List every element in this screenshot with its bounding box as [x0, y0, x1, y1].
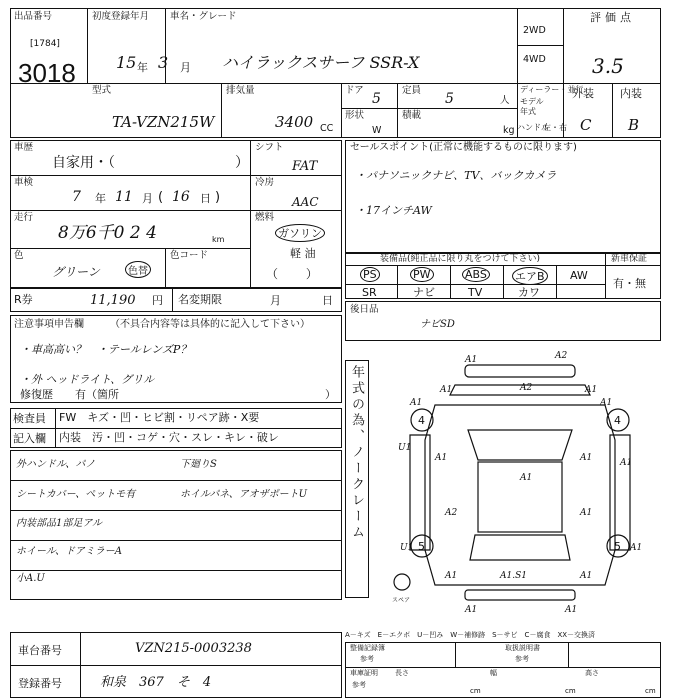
type-value: TA-VZN215W: [112, 113, 215, 131]
post-fit-value: ナビSD: [420, 319, 455, 330]
note-row-4: ホイール、ドアミラーA: [16, 546, 122, 557]
fuel-gas: ガソリン: [275, 224, 325, 242]
note-row-2: シートカバー、ペットモ有: [16, 489, 136, 500]
checker-label: 整備記録簿: [350, 644, 385, 652]
color-label: 色: [14, 250, 24, 261]
damage-mark: A1: [580, 453, 593, 463]
size-label: 車庫証明: [350, 669, 378, 677]
damage-mark: A2: [445, 508, 458, 518]
notes-line2: ・外 ヘッドライト、グリル: [20, 373, 155, 386]
insp-day: 16: [172, 189, 190, 205]
size-cm-2: cm: [565, 687, 576, 695]
fuel-diesel: 軽 油: [290, 247, 316, 260]
damage-mark: U1: [398, 443, 412, 453]
door-label: ドア: [345, 85, 364, 96]
new-warranty-opts: 有・無: [613, 277, 646, 290]
note-row-3: 内装部品1部足アル: [16, 518, 102, 529]
shape-value: W: [372, 125, 382, 136]
notes-label: 注意事項申告欄: [14, 319, 84, 330]
checker-ref: 参考: [360, 655, 374, 663]
plate-number: 和泉 367 そ 4: [100, 675, 212, 690]
manual-ref: 参考: [515, 655, 529, 663]
note-right-1: 下廻りS: [180, 459, 217, 470]
stamp-text: 年式の為、ノークレーム: [349, 365, 364, 541]
equip-pw: PW: [410, 267, 434, 282]
car-diagram: [380, 350, 670, 615]
sales-points-label: セールスポイント(正常に機能するものに限ります): [350, 142, 577, 153]
ac-value: AAC: [292, 195, 319, 209]
equip-abs: ABS: [462, 267, 490, 282]
type-label: 型式: [92, 85, 112, 96]
insp-month-unit: 月: [142, 192, 153, 205]
fuel-paren: （ ）: [266, 267, 330, 281]
fw-row: FW キズ・凹・ヒビ割・リペア跡・X要: [59, 411, 260, 424]
damage-mark: A1: [520, 473, 533, 483]
month-unit: 月: [180, 61, 191, 74]
insp-year: 7: [72, 189, 81, 205]
first-reg-label: 初度登録年月: [92, 11, 150, 22]
insp-month: 11: [115, 189, 133, 205]
note-row-5: 小A.U: [16, 573, 45, 584]
tire-mark-fl: 4: [418, 414, 425, 427]
interior-row: 内装 汚・凹・コゲ・穴・スレ・キレ・破レ: [59, 431, 279, 444]
damage-mark: A1: [580, 571, 593, 581]
recycle-yen: 円: [152, 294, 163, 307]
history-close: ）: [235, 155, 249, 171]
shift-label: シフト: [255, 142, 284, 153]
deadline-day: 日: [322, 294, 333, 307]
deadline-label: 名変期限: [178, 293, 222, 306]
model-grade: ハイラックスサーフ SSR-X: [222, 53, 420, 72]
interior-label: 内装: [620, 87, 642, 100]
post-fit-label: 後日品: [350, 304, 379, 315]
insp-year-unit: 年: [95, 192, 106, 205]
color-changed: 色替: [125, 261, 151, 278]
equip-airbag: エアB: [512, 267, 548, 285]
damage-mark: A1: [630, 543, 643, 553]
equip-tv: TV: [468, 286, 483, 299]
damage-mark: U1: [400, 543, 414, 553]
damage-mark: A1: [440, 385, 453, 395]
damage-legend: A－キズ E－エクボ U－凹み W－補修跡 S－サビ C－腐食 XX－交換済: [345, 631, 596, 639]
equip-leather: カワ: [518, 286, 540, 299]
insp-day-close: ): [215, 190, 221, 205]
capacity-label: 定員: [402, 85, 422, 96]
equip-ps: PS: [360, 267, 380, 282]
chassis-label: 車台番号: [18, 644, 62, 657]
dealer-label: ディーラー・並行: [520, 85, 584, 94]
recycle-amount: 11,190: [90, 293, 136, 308]
first-reg-year: 15: [116, 53, 137, 72]
damage-mark: A1: [600, 398, 613, 408]
size-cm-1: cm: [470, 687, 481, 695]
door-value: 5: [372, 91, 381, 107]
inspection-label: 車検: [14, 177, 34, 188]
shift-value: FAT: [292, 159, 318, 174]
sales-line1: ・パナソニックナビ、TV、バックカメラ: [355, 169, 557, 182]
color-value: グリーン: [52, 265, 100, 279]
damage-mark: A1: [565, 605, 578, 615]
damage-mark: A1: [585, 385, 598, 395]
equip-navi: ナビ: [413, 286, 435, 299]
deadline-month: 月: [270, 294, 281, 307]
load-label: 積載: [402, 110, 422, 121]
size-width: 幅: [490, 669, 497, 677]
handle-opts: 左・右: [543, 123, 567, 132]
history-value: 自家用・（: [52, 155, 115, 171]
displacement-label: 排気量: [226, 85, 255, 96]
sales-line2: ・17インチAW: [355, 204, 432, 217]
damage-mark: A1: [580, 508, 593, 518]
damage-mark: A1: [620, 458, 633, 468]
note-row-1: 外ハンドル、パノ: [16, 459, 96, 470]
tire-mark-rr: 5: [614, 540, 621, 553]
size-ref: 参考: [352, 681, 366, 689]
size-height: 高さ: [585, 669, 599, 677]
damage-mark: A1: [445, 571, 458, 581]
fuel-label: 燃料: [255, 212, 275, 223]
damage-mark: A2: [555, 351, 568, 361]
insp-day-unit: 日: [200, 192, 211, 205]
year-unit: 年: [137, 61, 148, 74]
inspector-label2: 記入欄: [13, 432, 46, 445]
handle-label: ハンドル: [517, 123, 549, 132]
repair-close: ）: [325, 388, 336, 401]
lot-no-label: 出品番号: [14, 11, 53, 22]
interior-grade: B: [628, 116, 640, 134]
equip-sr: SR: [362, 286, 377, 299]
model-grade-label: 車名・グレード: [170, 11, 237, 22]
chassis-number: VZN215-0003238: [135, 641, 252, 656]
mileage-label: 走行: [14, 212, 34, 223]
damage-mark: A1.S1: [500, 571, 527, 581]
new-warranty-label: 新車保証: [611, 254, 648, 264]
grade-label: 評価点: [590, 11, 635, 24]
equip-aw: AW: [570, 269, 588, 282]
insp-day-open: (: [158, 190, 164, 205]
spare-label: スペア: [392, 597, 411, 604]
manual-label: 取扱説明書: [505, 644, 540, 652]
drive-2wd: 2WD: [523, 25, 546, 36]
history-label: 車歴: [14, 142, 34, 153]
damage-mark: A1: [410, 398, 423, 408]
model-year-label1: モデル: [520, 97, 544, 106]
notes-line1: ・車高高い？ ・テールレンズP？: [20, 343, 192, 356]
capacity-value: 5: [445, 91, 454, 107]
ac-label: 冷房: [255, 177, 275, 188]
exterior-grade: C: [580, 116, 592, 134]
size-cm-3: cm: [645, 687, 656, 695]
equipment-label: 装備品(純正品に限り丸をつけて下さい): [380, 254, 541, 264]
damage-mark: A1: [465, 605, 478, 615]
cc-unit: CC: [320, 123, 334, 134]
repair-label: 修復歴: [20, 388, 53, 401]
repair-value: 有（箇所: [75, 388, 119, 401]
lot-sub: [1784]: [30, 39, 60, 49]
mileage-value: 8万6千0 2 4: [58, 223, 157, 243]
km-unit: km: [212, 235, 225, 244]
damage-mark: A1: [435, 453, 448, 463]
recycle-label: R券: [14, 293, 33, 306]
damage-mark: A2: [520, 383, 533, 393]
grade-value: 3.5: [592, 54, 624, 78]
shape-label: 形状: [345, 110, 365, 121]
size-length: 長さ: [395, 669, 409, 677]
notes-instruction: （不具合内容等は具体的に記入して下さい）: [110, 319, 310, 330]
model-year-label2: 年式: [520, 107, 536, 116]
tire-mark-rl: 5: [418, 540, 425, 553]
color-code-label: 色コード: [170, 250, 209, 261]
note-right-2: ホイルパネ、アオザポートU: [180, 489, 308, 500]
exterior-label: 外装: [572, 87, 594, 100]
tire-mark-fr: 4: [614, 414, 621, 427]
kg-unit: kg: [503, 125, 515, 136]
first-reg-month: 3: [158, 53, 169, 72]
person-unit: 人: [500, 95, 510, 106]
lot-number: 3018: [18, 58, 76, 88]
damage-mark: A1: [465, 355, 478, 365]
plate-label: 登録番号: [18, 677, 62, 690]
displacement-value: 3400: [275, 113, 314, 131]
drive-4wd: 4WD: [523, 54, 546, 65]
inspector-label1: 検査員: [13, 412, 46, 425]
